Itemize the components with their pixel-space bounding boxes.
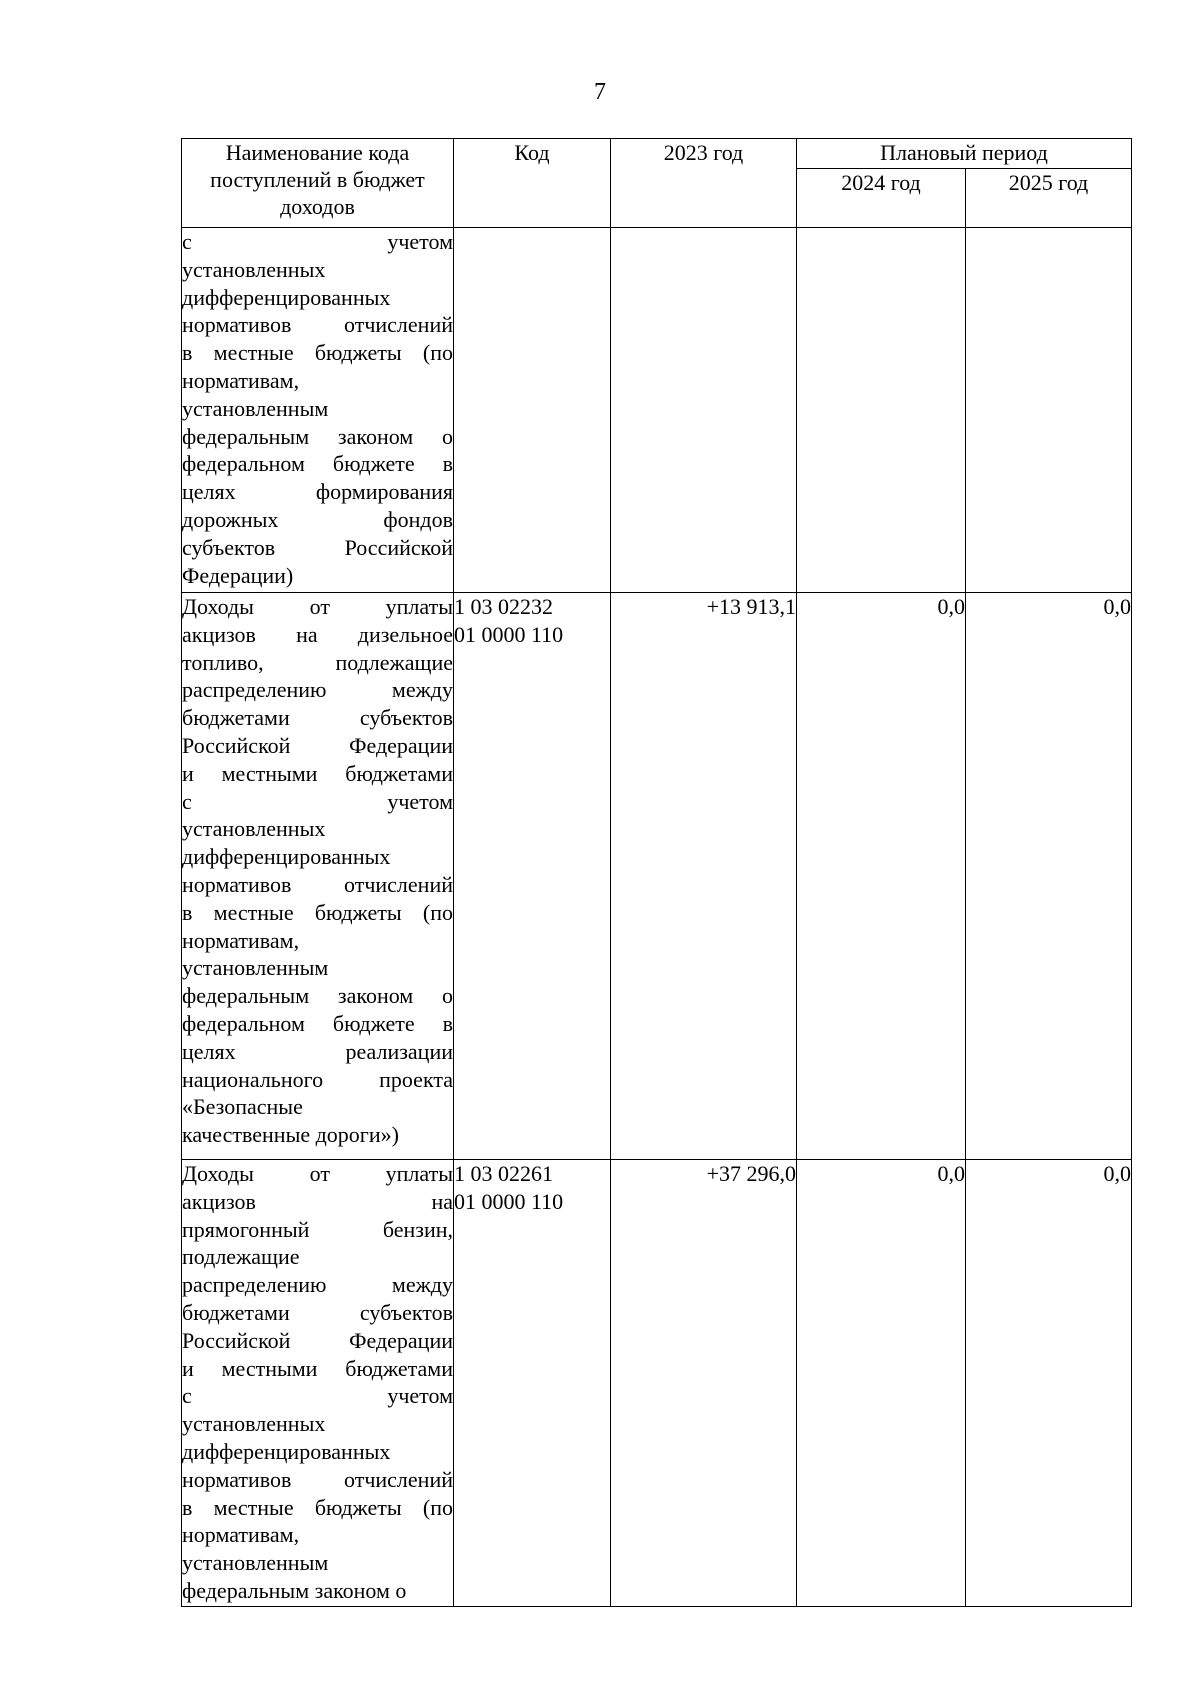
row-name-line: федеральном бюджете в xyxy=(182,1010,453,1036)
row-name-line: с учетом xyxy=(182,788,453,814)
row-name-line: федеральном бюджете в xyxy=(182,451,453,477)
row-name-line: установленных xyxy=(182,256,326,282)
row-name-line: дифференцированных xyxy=(182,844,391,870)
row-name-line: нормативов отчислений xyxy=(182,312,453,338)
header-year-2025: 2025 год xyxy=(966,169,1132,228)
row-name-line: установленных xyxy=(182,816,326,842)
row-name-line: дорожных фондов xyxy=(182,506,453,532)
row-name-line: и местными бюджетами xyxy=(182,1355,453,1381)
row-name-line: в местные бюджеты (по xyxy=(182,1494,453,1520)
row-name-line: бюджетами субъектов xyxy=(182,705,453,731)
row-code-line: 01 0000 110 xyxy=(454,621,564,647)
row-code-line: 1 03 02261 xyxy=(454,1161,553,1186)
row-name-line: Федерации) xyxy=(182,562,294,588)
row-name-line: нормативам, xyxy=(182,927,300,953)
row-name-line: Доходы от уплаты xyxy=(182,594,453,619)
row-name-line: в местные бюджеты (по xyxy=(182,340,453,366)
table-row xyxy=(182,228,1132,593)
row-value-2025 xyxy=(966,228,1132,593)
header-code: Код xyxy=(454,139,611,228)
header-year-2024: 2024 год xyxy=(797,169,966,228)
row-name-line: Российской Федерации xyxy=(182,1327,453,1353)
row-name-line: Доходы от уплаты xyxy=(182,1161,453,1186)
row-name-line: качественные дороги») xyxy=(182,1122,399,1148)
row-name-line: установленным xyxy=(182,955,329,981)
row-name-line: нормативов отчислений xyxy=(182,1466,453,1492)
row-name-line: дифференцированных xyxy=(182,1438,391,1464)
table-header xyxy=(182,139,1132,228)
row-name-line: целях реализации xyxy=(182,1038,453,1064)
row-name-line: и местными бюджетами xyxy=(182,760,453,786)
row-name-line: топливо, подлежащие xyxy=(182,649,453,675)
row-name-line: федеральным законом о xyxy=(182,1577,407,1603)
row-value-2025: 0,0 xyxy=(966,1160,1132,1607)
row-name-line: акцизов на xyxy=(182,1188,453,1214)
row-name-line: нормативов отчислений xyxy=(182,871,453,897)
row-name xyxy=(182,228,454,593)
page-number: 7 xyxy=(594,79,606,105)
header-planning-period: Плановый период xyxy=(797,139,1132,169)
row-name-line: прямогонный бензин, xyxy=(182,1216,453,1242)
row-name-line: акцизов на дизельное xyxy=(182,621,453,647)
row-code xyxy=(454,593,611,1160)
row-name-line: Российской Федерации xyxy=(182,732,453,758)
row-code xyxy=(454,1160,611,1607)
row-name-line: целях формирования xyxy=(182,479,453,505)
row-name-line: подлежащие xyxy=(182,1244,300,1270)
row-name-line: субъектов Российской xyxy=(182,534,453,560)
row-name-line: федеральным законом о xyxy=(182,983,453,1009)
row-name-line: федеральным законом о xyxy=(182,423,453,449)
row-name-line: установленным xyxy=(182,395,329,421)
row-value-2023: +13 913,1 xyxy=(611,593,797,1160)
row-code xyxy=(454,228,611,593)
row-name-line: установленным xyxy=(182,1550,329,1576)
table-row xyxy=(182,593,1132,1160)
row-value-2023: +37 296,0 xyxy=(611,1160,797,1607)
row-name-line: с учетом xyxy=(182,229,453,254)
row-name-line: «Безопасные xyxy=(182,1094,303,1120)
row-value-2023 xyxy=(611,228,797,593)
row-value-2024: 0,0 xyxy=(797,1160,966,1607)
row-code-line: 1 03 02232 xyxy=(454,594,553,619)
row-value-2024 xyxy=(797,228,966,593)
row-code-line: 01 0000 110 xyxy=(454,1188,564,1214)
row-name xyxy=(182,593,454,1160)
row-name-line: распределению между xyxy=(182,1272,453,1298)
row-value-2024: 0,0 xyxy=(797,593,966,1160)
row-name-line: нормативам, xyxy=(182,1522,300,1548)
header-name: Наименование кода поступлений в бюджет доходов xyxy=(182,139,454,228)
revenue-table xyxy=(181,138,1132,1607)
row-name-line: распределению между xyxy=(182,677,453,703)
header-year-2023: 2023 год xyxy=(611,139,797,228)
row-name-line: дифференцированных xyxy=(182,284,391,310)
row-name-line: в местные бюджеты (по xyxy=(182,899,453,925)
row-name-line: установленных xyxy=(182,1411,326,1437)
row-value-2025: 0,0 xyxy=(966,593,1132,1160)
row-name-line: с учетом xyxy=(182,1383,453,1409)
row-name-line: бюджетами субъектов xyxy=(182,1299,453,1325)
row-name-line: нормативам, xyxy=(182,367,300,393)
row-name xyxy=(182,1160,454,1607)
row-name-line: национального проекта xyxy=(182,1066,453,1092)
table-row xyxy=(182,1160,1132,1607)
